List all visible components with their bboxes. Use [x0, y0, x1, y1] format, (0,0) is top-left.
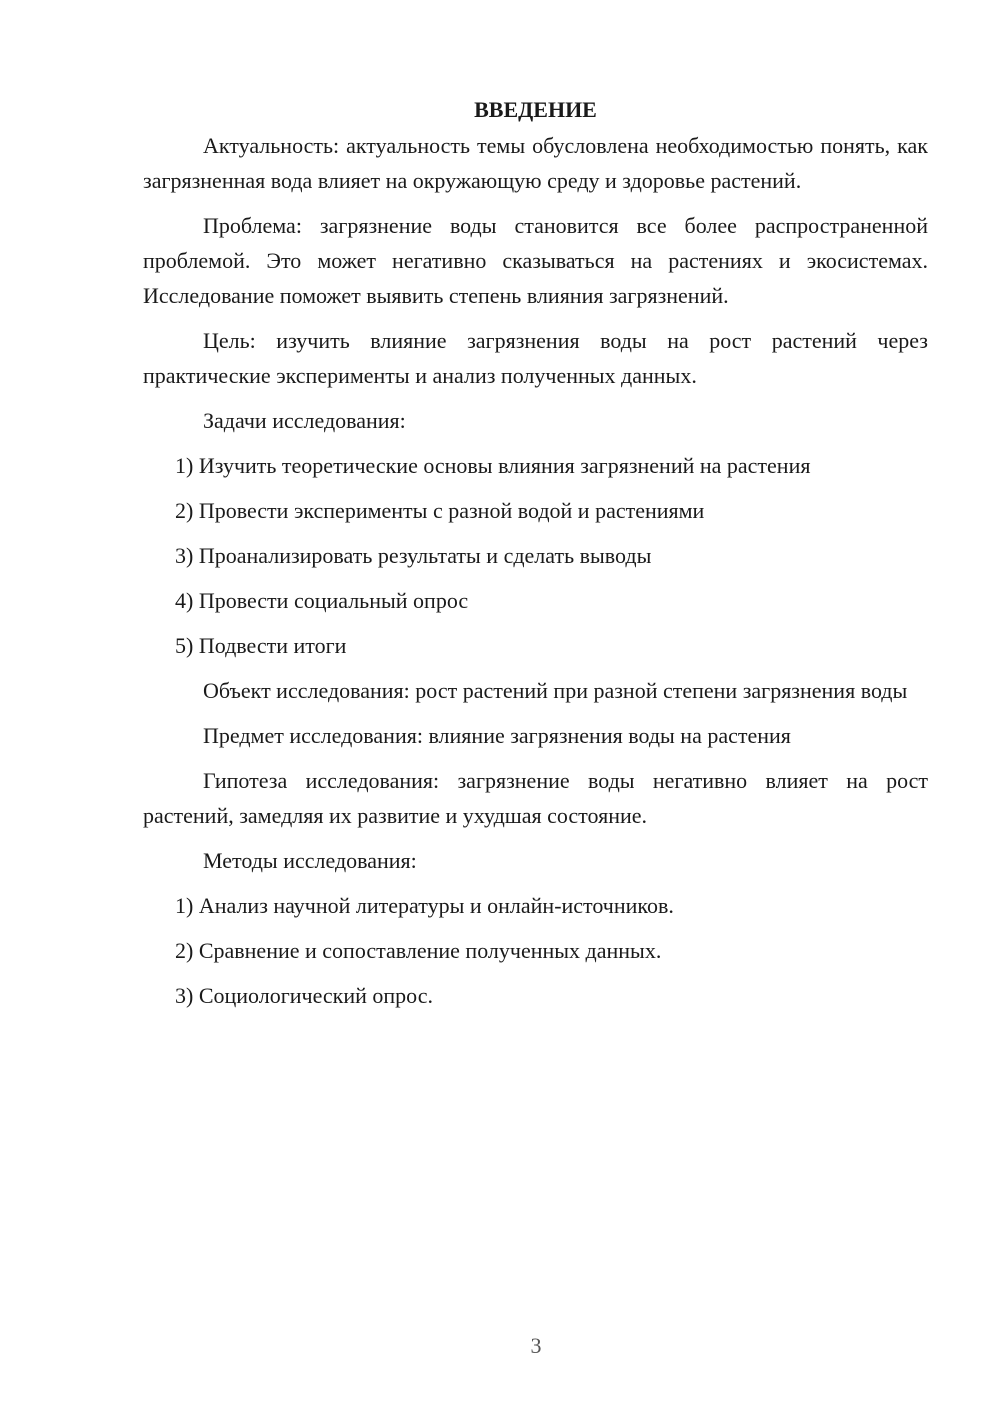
task-item-5: 5) Подвести итоги [175, 633, 347, 658]
subject-paragraph: Предмет исследования: влияние загрязнения воды на растения [203, 723, 791, 748]
method-item-2: 2) Сравнение и сопоставление полученных данных. [175, 938, 662, 963]
task-item-2: 2) Провести эксперименты с разной водой и растениями [175, 498, 705, 523]
methods-heading: Методы исследования: [203, 848, 417, 873]
method-item-3: 3) Социологический опрос. [175, 983, 433, 1008]
task-item-3: 3) Проанализировать результаты и сделать выводы [175, 543, 652, 568]
method-item-1: 1) Анализ научной литературы и онлайн-источников. [175, 893, 674, 918]
relevance-paragraph: Актуальность: актуальность темы обусловлена необходимостью понять, как загрязненная вода влияет на окружающую среду и здоровье растений. [143, 133, 928, 193]
problem-paragraph: Проблема: загрязнение воды становится все более распространенной проблемой. Это может негативно сказываться на растениях и экосистемах. Исследование поможет выявить степень влияния загрязнений. [143, 213, 928, 308]
hypothesis-paragraph: Гипотеза исследования: загрязнение воды негативно влияет на рост растений, замедляя их развитие и ухудшая состояние. [143, 768, 928, 828]
section-title: ВВЕДЕНИЕ [474, 97, 597, 122]
page-number: 3 [530, 1333, 542, 1358]
task-item-4: 4) Провести социальный опрос [175, 588, 469, 613]
goal-paragraph: Цель: изучить влияние загрязнения воды на рост растений через практические эксперименты и анализ полученных данных. [143, 328, 928, 388]
task-item-1: 1) Изучить теоретические основы влияния загрязнений на растения [175, 453, 811, 478]
tasks-heading: Задачи исследования: [203, 408, 406, 433]
document-body [143, 92, 928, 1023]
object-paragraph: Объект исследования: рост растений при разной степени загрязнения воды [203, 678, 908, 703]
